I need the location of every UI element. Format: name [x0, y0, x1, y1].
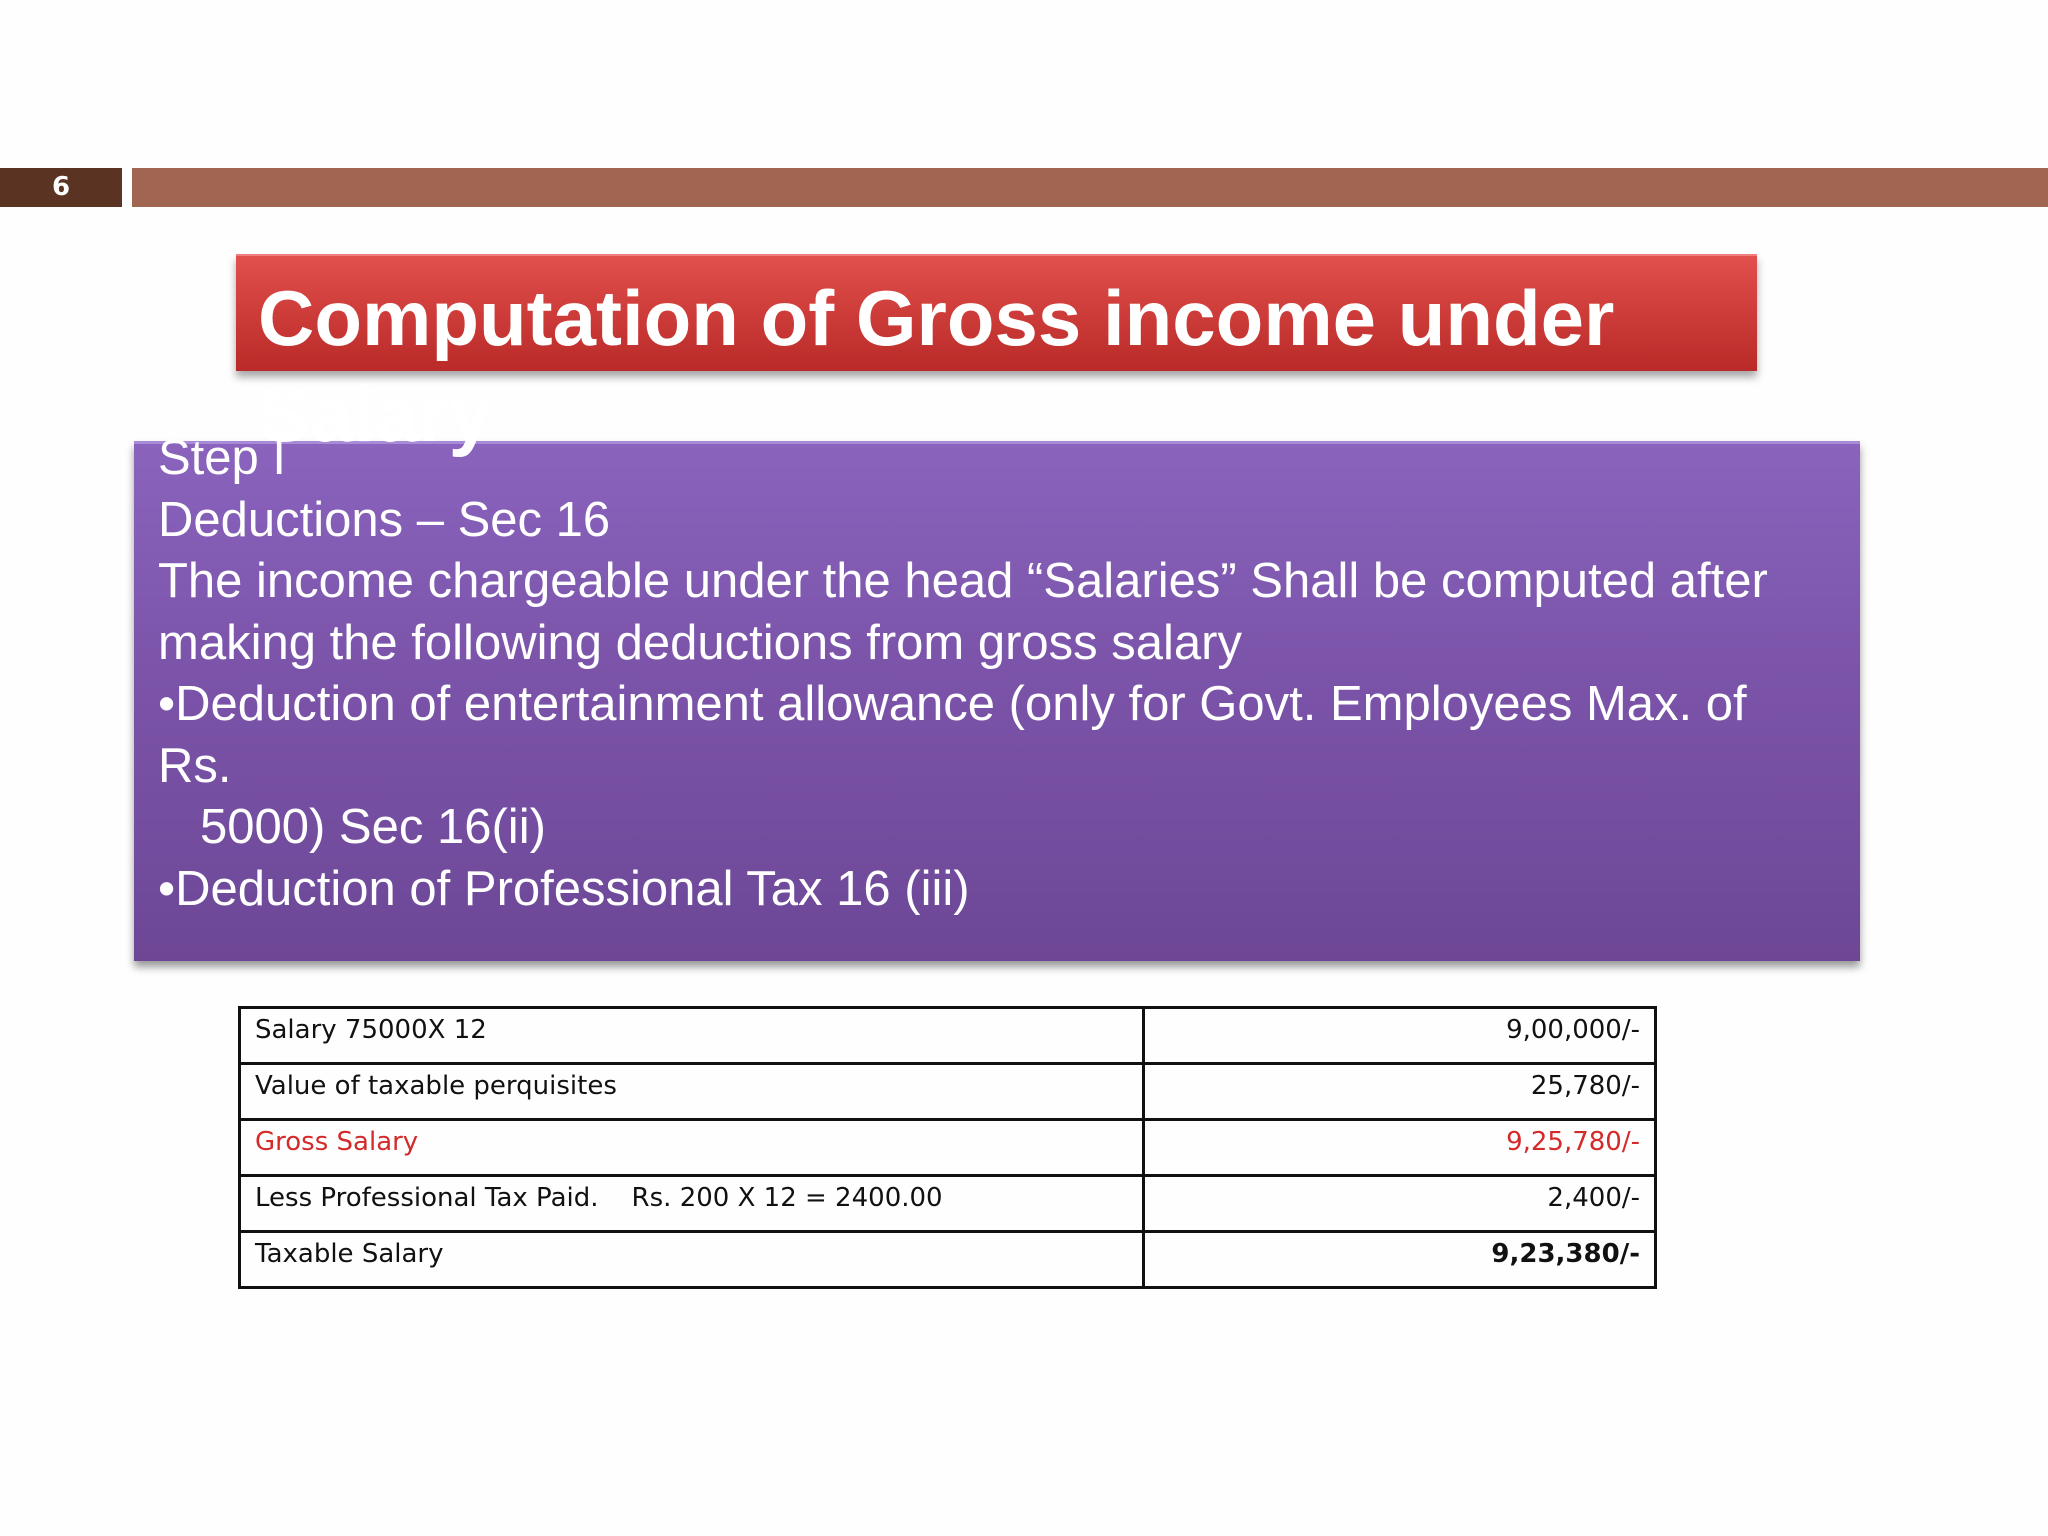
table-row: [240, 1120, 1656, 1176]
content-line-intro: The income chargeable under the head “Salaries” Shall be computed after: [158, 554, 1768, 608]
table-row: [240, 1008, 1656, 1064]
content-line-step: Step I: [158, 431, 287, 485]
header-bar: [132, 168, 2048, 207]
slide-title: Computation of Gross income under Salary: [258, 274, 1615, 458]
row-value-gross-salary: 9,25,780/-: [1144, 1120, 1656, 1176]
salary-computation-table: [238, 1006, 1657, 1289]
table-row: [240, 1232, 1656, 1288]
row-label-professional-tax: Less Professional Tax Paid. Rs. 200 X 12 = 2400.00: [240, 1176, 1144, 1232]
row-value-professional-tax: 2,400/-: [1144, 1176, 1656, 1232]
content-line-intro-continued: making the following deductions from gross salary: [158, 615, 1242, 670]
table-row: [240, 1064, 1656, 1120]
row-value-salary: 9,00,000/-: [1144, 1008, 1656, 1064]
content-bullet-entertainment: •Deduction of entertainment allowance (only for Govt. Employees Max. of: [158, 677, 1747, 731]
row-label-perquisites: Value of taxable perquisites: [240, 1064, 1144, 1120]
content-bullet-entertainment-limit: 5000) Sec 16(ii): [200, 800, 546, 854]
row-label-taxable-salary: Taxable Salary: [240, 1232, 1144, 1288]
table-row: [240, 1176, 1656, 1232]
content-line-deductions-heading: Deductions – Sec 16: [158, 492, 611, 547]
row-value-perquisites: 25,780/-: [1144, 1064, 1656, 1120]
content-bullet-professional-tax: •Deduction of Professional Tax 16 (iii): [158, 861, 970, 916]
row-label-gross-salary: Gross Salary: [240, 1120, 1144, 1176]
row-label-salary: Salary 75000X 12: [240, 1008, 1144, 1064]
content-bullet-entertainment-rs: Rs.: [158, 738, 232, 793]
content-text: [158, 428, 1858, 920]
row-value-taxable-salary: 9,23,380/-: [1144, 1232, 1656, 1288]
slide-number: 6: [0, 168, 122, 207]
